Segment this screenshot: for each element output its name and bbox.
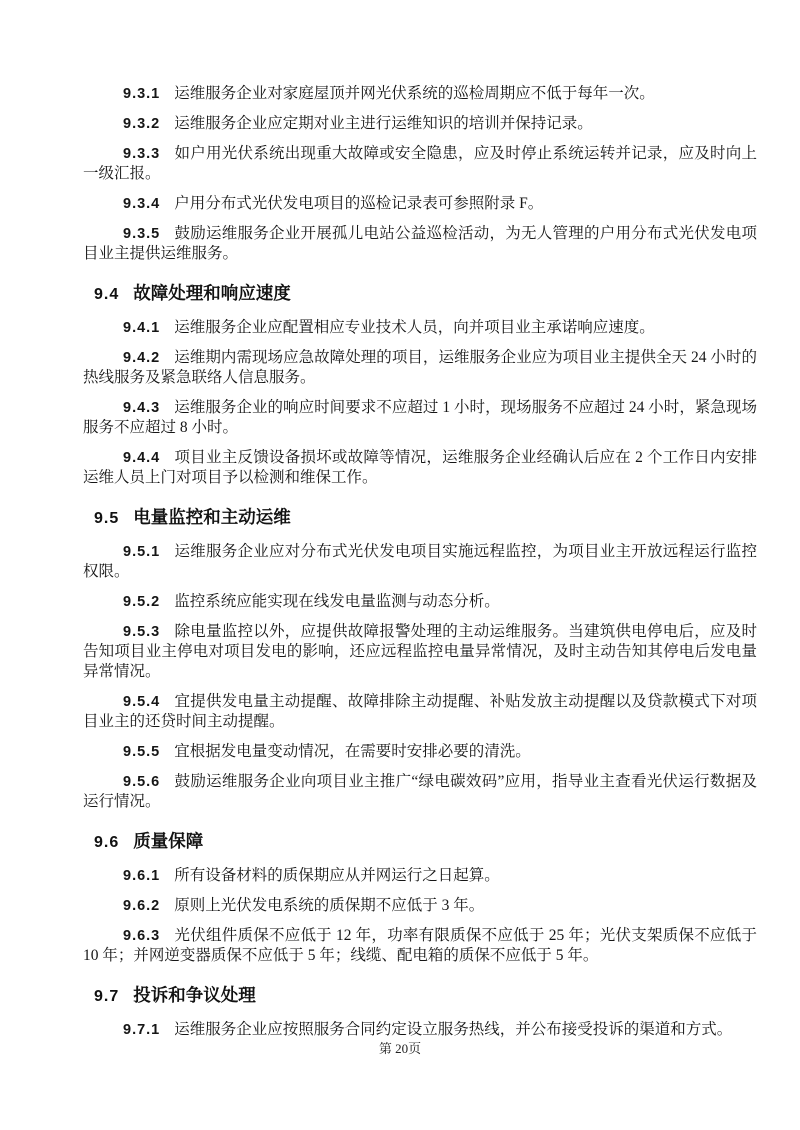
clause-text: 除电量监控以外，应提供故障报警处理的主动运维服务。当建筑供电停电后，应及时告知项目业主停电对项目发电的影响，还应远程监控电量异常情况，及时主动告知其停电后发电量异常情况。: [83, 623, 757, 680]
section-number: 9.7: [94, 988, 120, 1005]
clause: [83, 144, 757, 184]
clause-number: 9.4.3: [123, 400, 161, 416]
clause: [83, 622, 757, 682]
section-title: 投诉和争议处理: [133, 985, 256, 1005]
clause: [83, 772, 757, 812]
clause-number: 9.5.6: [123, 774, 161, 790]
page-number: 第 20页: [378, 1041, 422, 1056]
section-heading-9-5: [94, 504, 757, 532]
clause: [83, 542, 757, 582]
clause-number: 9.5.3: [123, 624, 161, 640]
clause-text: 项目业主反馈设备损坏或故障等情况，运维服务企业经确认后应在 2 个工作日内安排运维人员上门对项目予以检测和维保工作。: [83, 449, 757, 486]
clause-number: 9.5.4: [123, 694, 161, 710]
clause-text: 宜根据发电量变动情况，在需要时安排必要的清洗。: [174, 743, 531, 760]
clause-text: 运维服务企业对家庭屋顶并网光伏系统的巡检周期应不低于每年一次。: [174, 85, 655, 102]
clause-number: 9.3.5: [123, 226, 161, 242]
clause-number: 9.5.5: [123, 744, 161, 760]
clause-number: 9.7.1: [123, 1022, 161, 1038]
clause: [83, 398, 757, 438]
clause-number: 9.4.1: [123, 320, 161, 336]
clause-text: 鼓励运维服务企业向项目业主推广“绿电碳效码”应用，指导业主查看光伏运行数据及运行情况。: [83, 773, 757, 810]
clause-number: 9.4.4: [123, 450, 161, 466]
section-title: 电量监控和主动运维: [133, 507, 291, 527]
section-number: 9.4: [94, 286, 120, 303]
section-number: 9.6: [94, 834, 120, 851]
clause-number: 9.6.1: [123, 868, 161, 884]
section-heading-9-4: [94, 280, 757, 308]
clause-number: 9.4.2: [123, 350, 161, 366]
clause: [83, 224, 757, 264]
clause-number: 9.6.3: [123, 928, 161, 944]
clause-text: 原则上光伏发电系统的质保期不应低于 3 年。: [174, 897, 485, 914]
clause-number: 9.5.1: [123, 544, 161, 560]
clause: [83, 114, 757, 134]
clause: [83, 318, 757, 338]
clause-text: 所有设备材料的质保期应从并网运行之日起算。: [174, 867, 500, 884]
section-title: 故障处理和响应速度: [133, 283, 291, 303]
clause: [83, 866, 757, 886]
clause-text: 运维服务企业的响应时间要求不应超过 1 小时，现场服务不应超过 24 小时，紧急现场服务不应超过 8 小时。: [83, 399, 757, 436]
clause: [83, 84, 757, 104]
clause-number: 9.3.4: [123, 196, 161, 212]
clause-text: 如户用光伏系统出现重大故障或安全隐患，应及时停止系统运转并记录，应及时向上一级汇报。: [83, 145, 757, 182]
clause: [83, 348, 757, 388]
clause: [83, 742, 757, 762]
section-title: 质量保障: [133, 831, 204, 851]
section-heading-9-7: [94, 982, 757, 1010]
clause-number: 9.3.3: [123, 146, 161, 162]
clause-number: 9.3.1: [123, 86, 161, 102]
clause-text: 监控系统应能实现在线发电量监测与动态分析。: [174, 593, 500, 610]
clause: [83, 692, 757, 732]
clause-text: 运维期内需现场应急故障处理的项目，运维服务企业应为项目业主提供全天 24 小时的热线服务及紧急联络人信息服务。: [83, 349, 757, 386]
clause: [83, 1020, 757, 1040]
clause-text: 鼓励运维服务企业开展孤儿电站公益巡检活动，为无人管理的户用分布式光伏发电项目业主提供运维服务。: [83, 225, 757, 262]
section-number: 9.5: [94, 510, 120, 527]
clause-text: 户用分布式光伏发电项目的巡检记录表可参照附录 F。: [174, 195, 544, 212]
clause-number: 9.5.2: [123, 594, 161, 610]
clause: [83, 896, 757, 916]
clause: [83, 194, 757, 214]
clause: [83, 926, 757, 966]
section-heading-9-6: [94, 828, 757, 856]
clause-text: 光伏组件质保不应低于 12 年，功率有限质保不应低于 25 年；光伏支架质保不应低于 10 年；并网逆变器质保不应低于 5 年；线缆、配电箱的质保不应低于 5 年。: [83, 927, 757, 964]
clause-number: 9.3.2: [123, 116, 161, 132]
clause: [83, 448, 757, 488]
clause: [83, 592, 757, 612]
clause-text: 运维服务企业应按照服务合同约定设立服务热线，并公布接受投诉的渠道和方式。: [174, 1021, 733, 1038]
clause-number: 9.6.2: [123, 898, 161, 914]
clause-text: 宜提供发电量主动提醒、故障排除主动提醒、补贴发放主动提醒以及贷款模式下对项目业主的还贷时间主动提醒。: [83, 693, 757, 730]
clause-text: 运维服务企业应配置相应专业技术人员，向并项目业主承诺响应速度。: [174, 319, 655, 336]
clause-text: 运维服务企业应定期对业主进行运维知识的培训并保持记录。: [174, 115, 593, 132]
clause-text: 运维服务企业应对分布式光伏发电项目实施远程监控，为项目业主开放远程运行监控权限。: [83, 543, 757, 580]
